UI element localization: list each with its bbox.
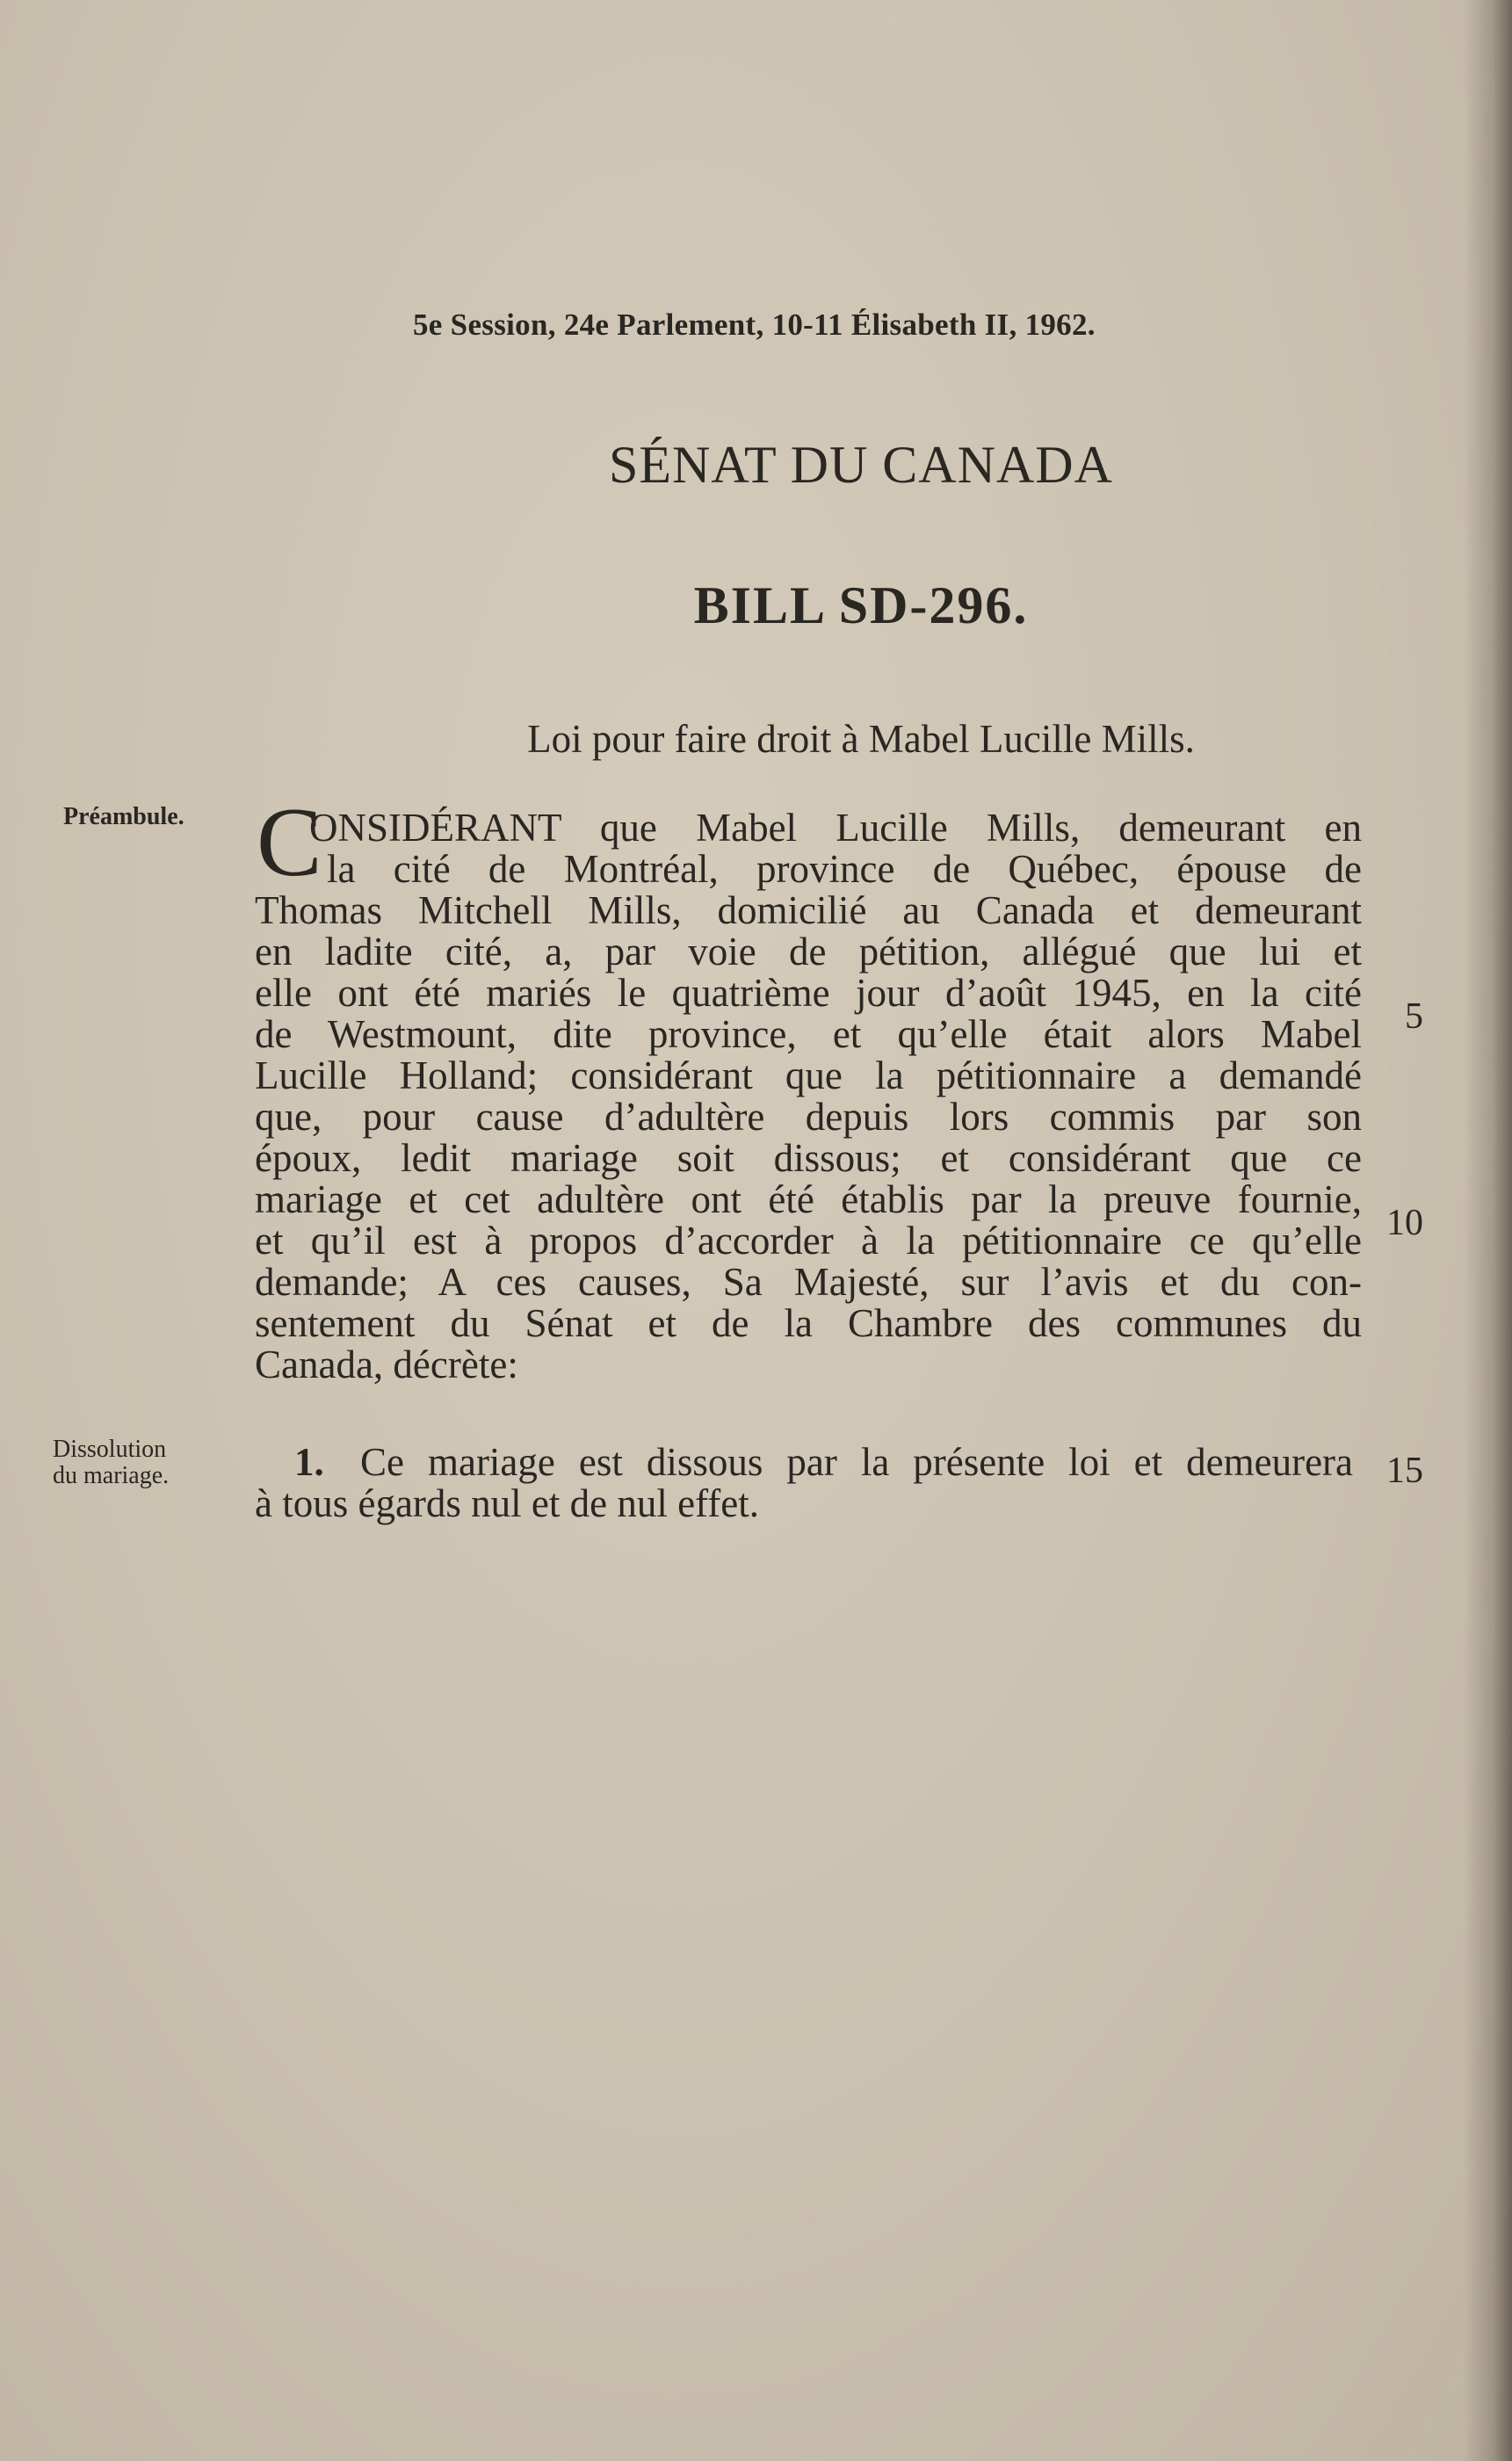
bill-number: BILL SD-296. [693,576,1029,634]
chamber-title: SÉNAT DU CANADA [609,436,1113,494]
line-number-15: 15 [1386,1451,1423,1491]
long-title: Loi pour faire droit à Mabel Lucille Mills. [527,717,1195,761]
preamble-line: elle ont été mariés le quatrième jour d’août 1945, en la cité [255,971,1362,1015]
preamble-line: époux, ledit mariage soit dissous; et considérant que ce [255,1136,1362,1180]
marginal-note-dissolution [53,1437,228,1489]
marginal-note-dissolution-line2: du mariage. [53,1462,170,1489]
section-number [294,1441,334,1483]
line-number-5: 5 [1405,996,1423,1037]
preamble-line: Lucille Holland; considérant que la pétitionnaire a demandé [255,1053,1362,1097]
line-number-10: 10 [1386,1203,1423,1243]
preamble-line: que, pour cause d’adultère depuis lors commis par son [255,1095,1362,1139]
marginal-note-preamble: Préambule. [63,803,184,830]
preamble-line: sentement du Sénat et de la Chambre des communes du [255,1301,1362,1345]
session-line: 5e Session, 24e Parlement, 10-11 Élisabeth II, 1962. [413,308,1096,342]
page-edge-shadow [1464,0,1512,2461]
preamble-line: la cité de Montréal, province de Québec, épouse de [327,847,1362,891]
preamble-line: ONSIDÉRANT que Mabel Lucille Mills, demeurant en [309,806,1362,850]
section-1-number: 1. [294,1440,324,1484]
preamble-line: de Westmount, dite province, et qu’elle était alors Mabel [255,1012,1362,1056]
preamble-line: Canada, décrète: [255,1343,518,1386]
marginal-note-dissolution-line1: Dissolution [53,1436,167,1463]
preamble-line: demande; A ces causes, Sa Majesté, sur l’avis et du con- [255,1260,1362,1304]
section-1-line: Ce mariage est dissous par la présente loi et demeurera [360,1440,1353,1484]
section-1-line: à tous égards nul et de nul effet. [255,1481,759,1525]
preamble-line: mariage et cet adultère ont été établis par la preuve fournie, [255,1177,1362,1221]
preamble-line: Thomas Mitchell Mills, domicilié au Canada et demeurant [255,888,1362,932]
preamble-line: et qu’il est à propos d’accorder à la pétitionnaire ce qu’elle [255,1219,1362,1263]
drop-cap: C [257,788,322,897]
preamble-line: en ladite cité, a, par voie de pétition, allégué que lui et [255,930,1362,974]
